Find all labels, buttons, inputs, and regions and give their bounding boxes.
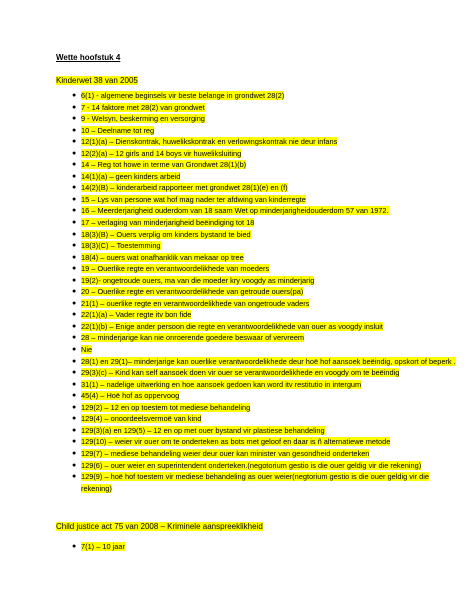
- list-item-text: 10 – Deelname tot reg: [81, 125, 155, 135]
- bullet-icon: ●: [72, 461, 77, 469]
- list-item-text: 45(4) – Hoë hof as oppervoog: [81, 391, 180, 401]
- bullet-icon: ●: [72, 115, 77, 123]
- bullet-icon: ●: [72, 253, 77, 261]
- list-item-text: 129(7) – mediese behandeling weier deur ouer kan minister van gesondheid onderteken: [81, 448, 370, 458]
- list-item-text: 28(1) en 29(1)– minderjarige kan ouerlike verantwoordelikhede deur hoë hof aansoek beëindig, opskort of beperk .: [81, 356, 456, 366]
- list-item-text: 19(2)- ongetroude ouers, ma van die moeder kry voogdy as minderjarig: [81, 275, 315, 285]
- bullet-icon: ●: [72, 543, 77, 550]
- page-title: Wette hoofstuk 4: [56, 53, 121, 62]
- list-item-text: Nie: [81, 345, 93, 355]
- list-item-text: 129(4) – onoordeelsvermoë van kind: [81, 414, 202, 424]
- list-item-text: 12(1)(a) – Dienskontrak, huwelikskontrak en verlowingskontrak nie deur infans: [81, 137, 338, 147]
- list-item-text: 14(1)(a) – geen kinders arbeid: [81, 171, 181, 181]
- list-item-text: 14(2)(B) – kinderarbeid rapporteer met grondwet 28(1)(e) en (f): [81, 183, 288, 193]
- bullet-icon: ●: [72, 207, 77, 215]
- list-item: [56, 425, 456, 437]
- list-item-text: 19 – Ouerlike regte en verantwoordelikhede van moeders: [81, 264, 270, 274]
- list-item-text: 15 – Lys van persone wat hof mag nader ter afdwing van kinderregte: [81, 194, 306, 204]
- bullet-icon: ●: [72, 415, 77, 423]
- list-item: [56, 321, 456, 333]
- list-item: [56, 541, 456, 553]
- list-item: [56, 263, 456, 275]
- list-item: [56, 90, 456, 102]
- list-item: [56, 275, 456, 287]
- list-item-text: 20 – Ouerlike regte en verantwoordelikhede van getroude ouers(pa): [81, 287, 304, 297]
- list-item: [56, 217, 456, 229]
- list-item: [56, 356, 456, 368]
- kinderwet-list: [56, 90, 456, 494]
- list-item-text: 129(2) – 12 en op toestem tot mediese behandeling: [81, 402, 251, 412]
- list-item-text: 6(1) - algemene beginsels vir beste belange in grondwet 28(2): [81, 91, 285, 100]
- list-item-text: 16 – Meerderjarigheid ouderdom van 18 saam Wet op minderjarigheidouderdom 57 van 1972.: [81, 206, 389, 216]
- bullet-icon: ●: [72, 161, 77, 169]
- bullet-icon: ●: [72, 219, 77, 227]
- list-item: [56, 402, 456, 414]
- bullet-icon: ●: [72, 299, 77, 307]
- bullet-icon: ●: [72, 346, 77, 354]
- list-item: [56, 298, 456, 310]
- bullet-icon: ●: [72, 369, 77, 377]
- bullet-icon: ●: [72, 288, 77, 296]
- list-item-text: 12(2)(a) – 12 girls and 14 boys vir huweliksluiting: [81, 148, 242, 158]
- list-item: [56, 252, 456, 264]
- list-item-text: 18(3)(C) – Toestemming: [81, 241, 161, 251]
- list-item: [56, 113, 456, 125]
- list-item: [56, 379, 456, 391]
- list-item-text: 21(1) – ouerlike regte en verantwoordelikhede van ongetroude vaders: [81, 298, 310, 308]
- list-item: [56, 125, 456, 137]
- list-item-text: 9 - Welsyn, beskerming en versorging: [81, 114, 205, 124]
- list-item: [56, 194, 456, 206]
- bullet-icon: ●: [72, 265, 77, 273]
- list-item: [56, 413, 456, 425]
- list-item: [56, 367, 456, 379]
- bullet-icon: ●: [72, 334, 77, 342]
- list-item-text: 28 – minderjarige kan nie onroerende goedere beswaar of vervreem: [81, 333, 305, 343]
- list-item-text: 18(4) – ouers wat onafhanklik van mekaar op tree: [81, 252, 244, 262]
- list-item: [56, 344, 456, 356]
- bullet-icon: ●: [72, 276, 77, 284]
- bullet-icon: ●: [72, 403, 77, 411]
- bullet-icon: ●: [72, 103, 77, 111]
- bullet-icon: ●: [72, 449, 77, 457]
- list-item: [56, 159, 456, 171]
- section-heading-child-justice: Child justice act 75 van 2008 – Kriminele aanspreeklikheid: [56, 522, 263, 531]
- list-item-text: 22(1)(b) – Enige ander persoon die regte en verantwoordelikhede van ouer as voogdy insluit: [81, 321, 383, 331]
- list-item: [56, 136, 456, 148]
- list-item: [56, 390, 456, 402]
- list-item: [56, 205, 456, 217]
- bullet-icon: ●: [72, 242, 77, 250]
- list-item-text: 7 - 14 faktore met 28(2) van grondwet: [81, 102, 205, 112]
- bullet-icon: ●: [72, 473, 77, 481]
- bullet-icon: ●: [72, 322, 77, 330]
- list-item-text: 129(6) – ouer weier en superintendent onderteken.(negotorium gestio is die ouer geldig vir die rekening): [81, 460, 422, 470]
- bullet-icon: ●: [72, 230, 77, 238]
- bullet-icon: ●: [72, 438, 77, 446]
- list-item: [56, 102, 456, 114]
- list-item-text: 18(3)(B) – Ouers verplig om kinders bystand te bied: [81, 229, 251, 239]
- section-heading-kinderwet: Kinderwet 38 van 2005: [56, 76, 138, 85]
- bullet-icon: ●: [72, 149, 77, 157]
- list-item: [56, 309, 456, 321]
- bullet-icon: ●: [72, 392, 77, 400]
- child-justice-list: [56, 541, 456, 553]
- list-item: [56, 436, 456, 448]
- list-item-text: 29(3)(c) – Kind kan self aansoek doen vir ouer se verantwoordelikhede en voogdy om te beëindig: [81, 368, 400, 378]
- bullet-icon: ●: [72, 126, 77, 134]
- list-item-text: 17 – verlaging van minderjarigheid beëindiging tot 18: [81, 218, 255, 228]
- bullet-icon: ●: [72, 184, 77, 192]
- list-item: [56, 332, 456, 344]
- bullet-icon: ●: [72, 357, 77, 365]
- list-item: [56, 448, 456, 460]
- bullet-icon: ●: [72, 172, 77, 180]
- list-item: [56, 148, 456, 160]
- list-item-text: 14 – Reg tot howe in terme van Grondwet 28(1)(b): [81, 160, 247, 170]
- list-item: [56, 286, 456, 298]
- bullet-icon: ●: [72, 311, 77, 319]
- list-item-text: 129(3)(a) en 129(5) – 12 en op met ouer bystand vir plastiese behandeling: [81, 425, 325, 435]
- list-item-text: 22(1)(a) – Vader regte itv bon fide: [81, 310, 192, 320]
- bullet-icon: ●: [72, 195, 77, 203]
- bullet-icon: ●: [72, 380, 77, 388]
- bullet-icon: ●: [72, 138, 77, 146]
- list-item: [56, 182, 456, 194]
- list-item: [56, 240, 456, 252]
- list-item-text: 31(1) – nadelige uitwerking en hoe aansoek gedoen kan word itv restitutio in intergum: [81, 379, 362, 389]
- list-item-text: 7(1) – 10 jaar: [81, 542, 125, 551]
- list-item: [56, 471, 456, 494]
- list-item-text: 129(9) – hoë hof toestem vir mediese behandeling as ouer weier(negtorium gestio is die ouer geldig vir die rekening): [81, 472, 429, 493]
- list-item: [56, 460, 456, 472]
- bullet-icon: ●: [72, 426, 77, 434]
- list-item-text: 129(10) – weier vir ouer om te onderteken as bots met geloof en daar is ñ alternatiewe metode: [81, 437, 391, 447]
- bullet-icon: ●: [72, 92, 77, 99]
- list-item: [56, 171, 456, 183]
- list-item: [56, 229, 456, 241]
